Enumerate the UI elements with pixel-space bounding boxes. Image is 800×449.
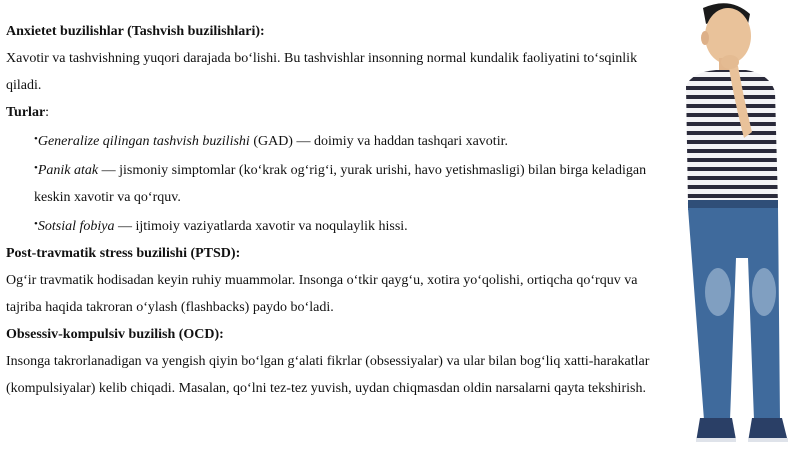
list-item-social [6,211,656,240]
striped-shirt [686,70,778,205]
anxiety-body: Xavotir va tashvishning yuqori darajada bo‘lishi. Bu tashvishlar insonning normal kundalik faoliyatini to‘sqinlik qiladi. [6,51,638,93]
types-colon: : [45,105,50,120]
type-name: Sotsial fobiya [37,219,115,234]
ptsd-heading: Post-travmatik stress buzilishi (PTSD): [6,246,241,261]
bullet-icon: • [34,133,38,145]
hand [721,55,739,69]
ocd-heading: Obsessiv-kompulsiv buzilish (OCD): [6,327,224,342]
bullet-icon: • [34,162,38,174]
list-item-gad [6,126,656,155]
types-label-line [6,99,656,126]
type-desc: — jismoniy simptomlar (ko‘krak og‘rig‘i, yurak urishi, havo yetishmasligi) bilan birga keladigan keskin xavotir va qo‘rquv. [34,163,647,205]
ocd-body: Insonga takrorlanadigan va yengish qiyin bo‘lgan g‘alati fikrlar (obsessiyalar) va ular bilan bog‘liq xatti-harakatlar (kompulsiyalar) kelib chiqadi. Masalan, qo‘lni tez-tez yuvish, uydan chiqmasdan oldin narsalarni qayta tekshirish. [6,354,650,396]
type-name: Panik atak [37,163,99,178]
type-desc: — ijtimoiy vaziyatlarda xavotir va noqulaylik hissi. [114,219,408,234]
bullet-icon: • [34,218,38,230]
type-desc: (GAD) — doimiy va haddan tashqari xavotir. [249,134,508,149]
list-item-panic [6,155,656,211]
type-name: Generalize qilingan tashvish buzilishi [37,134,250,149]
anxiety-heading: Anxietet buzilishlar (Tashvish buzilishlari): [6,24,265,39]
types-label: Turlar [6,105,46,120]
ptsd-body: Og‘ir travmatik hodisadan keyin ruhiy muammolar. Insonga o‘tkir qayg‘u, xotira yo‘qolishi, ortiqcha qo‘rquv va tajriba haqida takroran o‘ylash (flashbacks) paydo bo‘ladi. [6,273,638,315]
slide-text [6,18,656,402]
thinking-boy-illustration [648,0,788,449]
